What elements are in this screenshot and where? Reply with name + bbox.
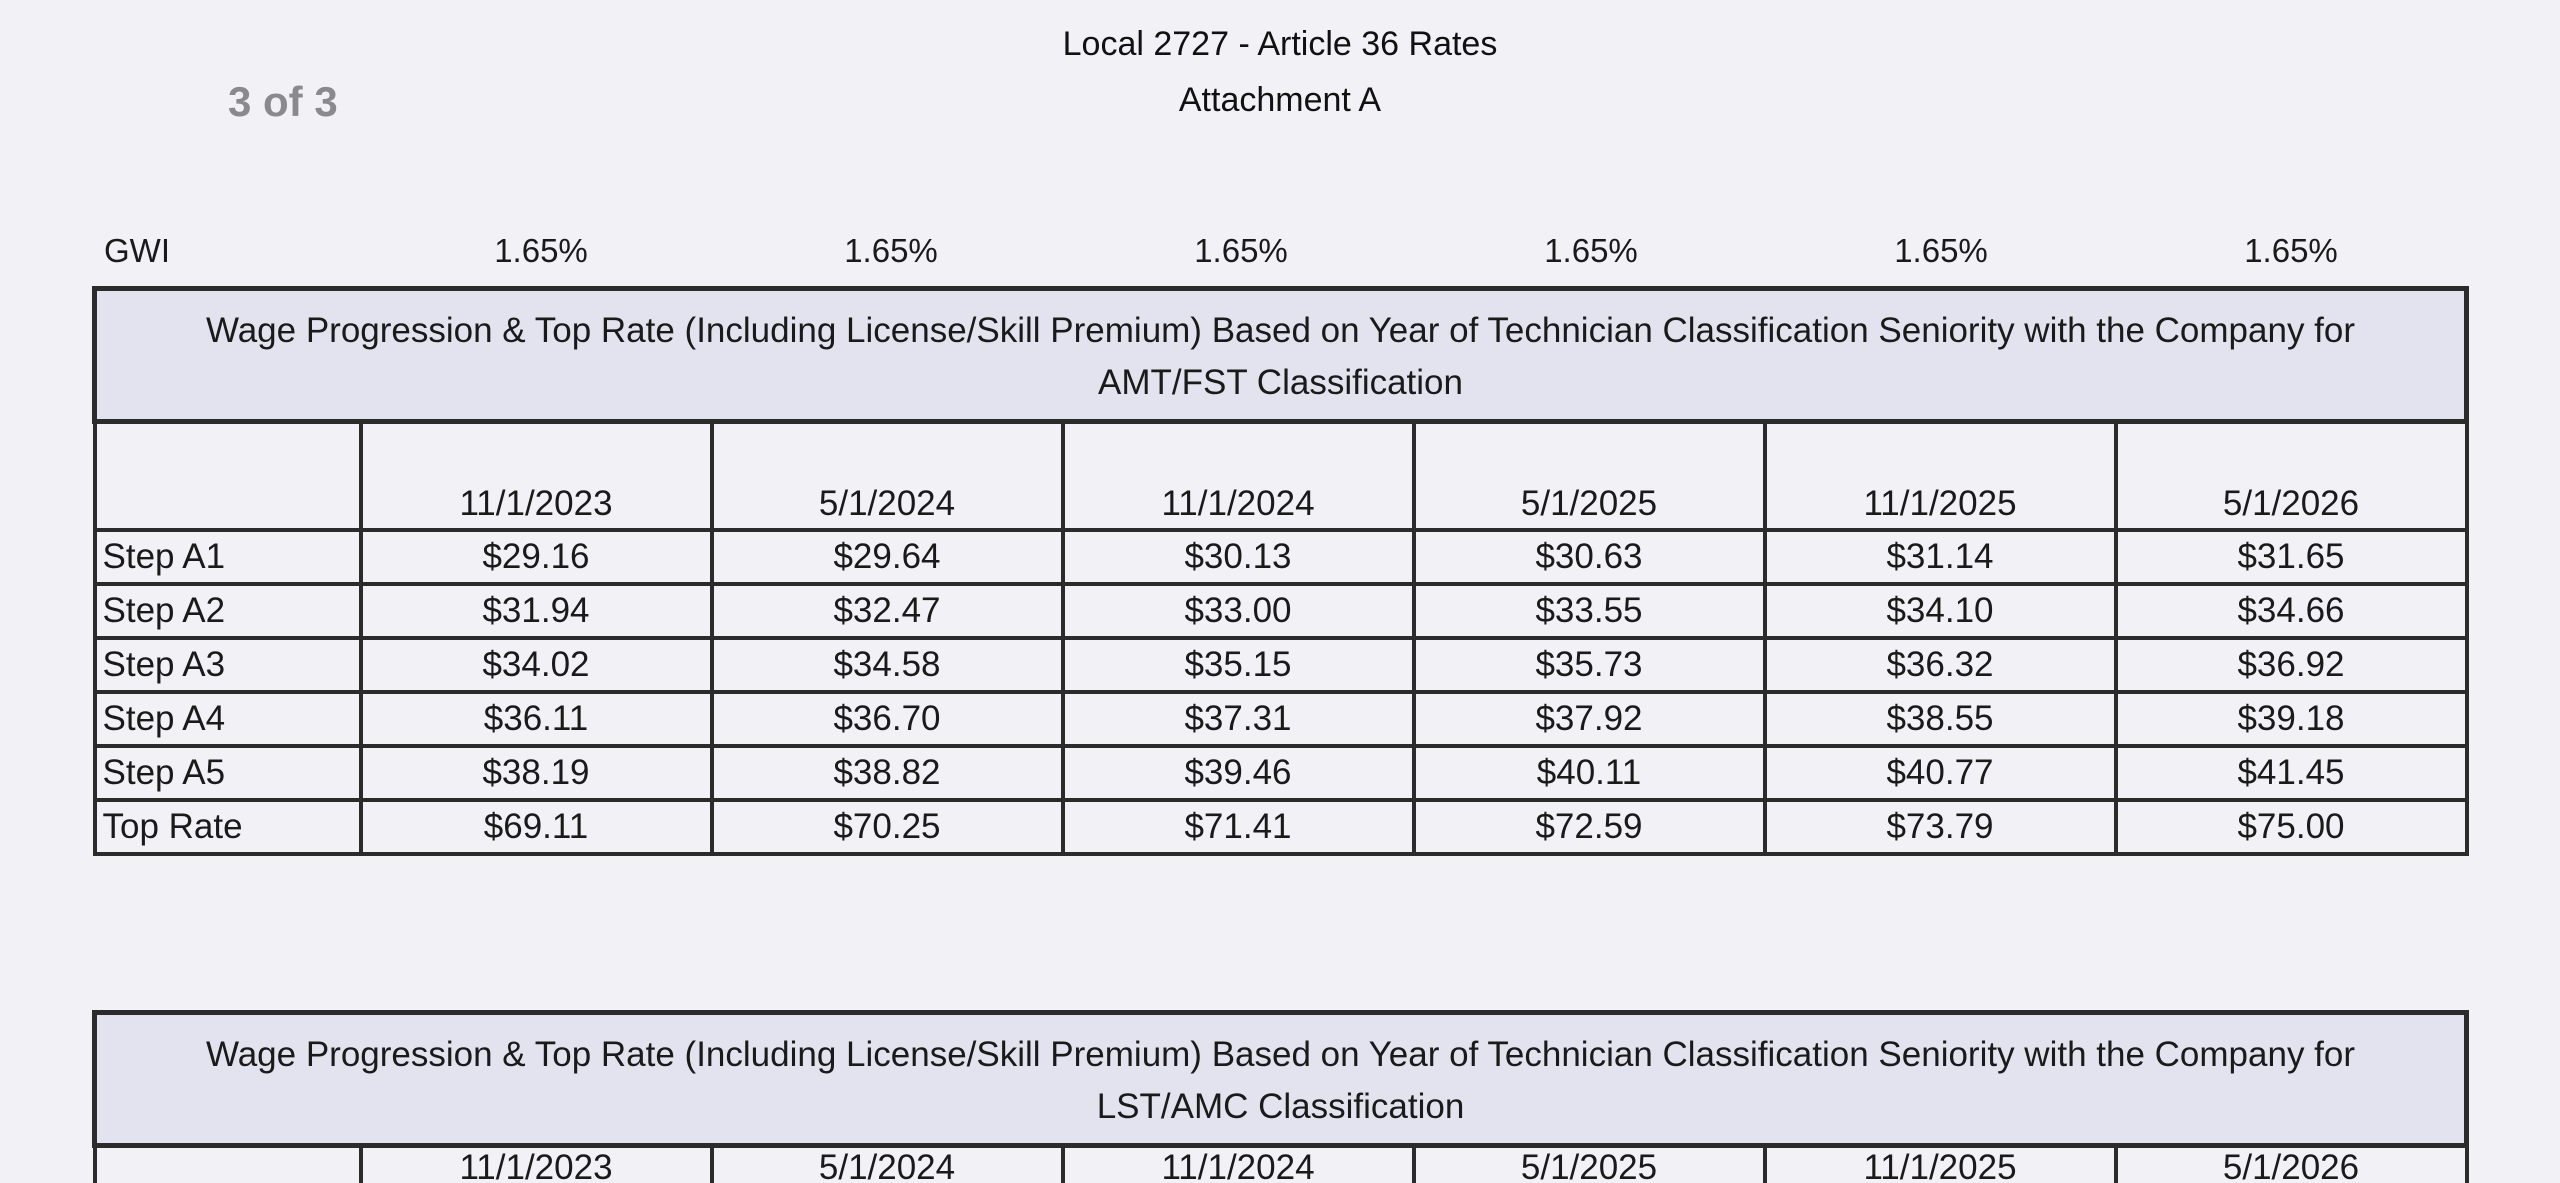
row-label: Step A4 — [95, 692, 361, 746]
rate-cell: $33.00 — [1063, 584, 1414, 638]
caption-line: LST/AMC Classification — [1096, 1087, 1465, 1126]
rate-cell: $69.11 — [361, 800, 712, 854]
header-date: 11/1/2023 — [361, 422, 712, 531]
gwi-value: 1.65% — [1194, 232, 1288, 269]
header-date: 5/1/2024 — [712, 422, 1063, 531]
rate-cell: $71.41 — [1063, 800, 1414, 854]
rate-cell: $40.77 — [1765, 746, 2116, 800]
rate-cell: $39.46 — [1063, 746, 1414, 800]
rate-cell: $36.11 — [361, 692, 712, 746]
header-date: 11/1/2024 — [1063, 422, 1414, 531]
rate-cell: $73.79 — [1765, 800, 2116, 854]
row-label: Top Rate — [95, 800, 361, 854]
rate-cell: $70.25 — [712, 800, 1063, 854]
table-caption — [95, 1013, 2467, 1146]
rate-cell: $34.58 — [712, 638, 1063, 692]
table-header-row — [95, 422, 2467, 531]
caption-line: Wage Progression & Top Rate (Including License/Skill Premium) Based on Year of Technician Classification Seniority with the Company for — [205, 311, 2356, 350]
rate-cell: $30.13 — [1063, 530, 1414, 584]
header-date: 11/1/2025 — [1765, 1146, 2116, 1183]
caption-line: Wage Progression & Top Rate (Including License/Skill Premium) Based on Year of Technician Classification Seniority with the Company for — [205, 1035, 2356, 1074]
header-date: 5/1/2025 — [1414, 1146, 1765, 1183]
rate-cell: $41.45 — [2116, 746, 2467, 800]
gwi-value: 1.65% — [844, 232, 938, 269]
table-row — [95, 692, 2467, 746]
gwi-value: 1.65% — [1544, 232, 1638, 269]
amt-fst-wage-table — [92, 286, 2469, 856]
rate-cell: $34.02 — [361, 638, 712, 692]
rate-cell: $38.55 — [1765, 692, 2116, 746]
gwi-value: 1.65% — [2244, 232, 2338, 269]
document-subtitle: Attachment A — [1178, 81, 1382, 119]
table-row — [95, 584, 2467, 638]
row-label: Step A1 — [95, 530, 361, 584]
row-label: Step A3 — [95, 638, 361, 692]
gwi-label: GWI — [104, 232, 170, 269]
rate-cell: $34.10 — [1765, 584, 2116, 638]
header-blank-cell — [95, 422, 361, 531]
table-caption — [95, 289, 2467, 422]
rate-cell: $39.18 — [2116, 692, 2467, 746]
header-date: 11/1/2023 — [361, 1146, 712, 1183]
rate-cell: $36.70 — [712, 692, 1063, 746]
caption-line: AMT/FST Classification — [1098, 363, 1463, 402]
rate-cell: $38.82 — [712, 746, 1063, 800]
rate-cell: $32.47 — [712, 584, 1063, 638]
header-blank-cell — [95, 1146, 361, 1183]
header-date: 5/1/2026 — [2116, 422, 2467, 531]
table-row — [95, 638, 2467, 692]
rate-cell: $31.94 — [361, 584, 712, 638]
table-row — [95, 530, 2467, 584]
header-date: 5/1/2025 — [1414, 422, 1765, 531]
header-date: 5/1/2026 — [2116, 1146, 2467, 1183]
rate-cell: $31.65 — [2116, 530, 2467, 584]
rate-cell: $37.92 — [1414, 692, 1765, 746]
rate-cell: $40.11 — [1414, 746, 1765, 800]
table-row — [95, 800, 2467, 854]
rate-cell: $72.59 — [1414, 800, 1765, 854]
gwi-value: 1.65% — [494, 232, 588, 269]
table-header-row — [95, 1146, 2467, 1183]
title-block — [0, 16, 2560, 128]
rate-cell: $29.16 — [361, 530, 712, 584]
gwi-value: 1.65% — [1894, 232, 1988, 269]
rate-cell: $35.15 — [1063, 638, 1414, 692]
row-label: Step A2 — [95, 584, 361, 638]
rate-cell: $38.19 — [361, 746, 712, 800]
rate-cell: $37.31 — [1063, 692, 1414, 746]
row-label: Step A5 — [95, 746, 361, 800]
header-date: 11/1/2024 — [1063, 1146, 1414, 1183]
document-title: Local 2727 - Article 36 Rates — [1062, 25, 1498, 63]
rate-cell: $36.92 — [2116, 638, 2467, 692]
rate-cell: $34.66 — [2116, 584, 2467, 638]
page-indicator: 3 of 3 — [228, 78, 338, 125]
rate-cell: $75.00 — [2116, 800, 2467, 854]
header-date: 5/1/2024 — [712, 1146, 1063, 1183]
rate-cell: $35.73 — [1414, 638, 1765, 692]
rate-cell: $29.64 — [712, 530, 1063, 584]
rate-cell: $31.14 — [1765, 530, 2116, 584]
rate-cell: $33.55 — [1414, 584, 1765, 638]
gwi-row — [100, 232, 2468, 282]
rate-cell: $36.32 — [1765, 638, 2116, 692]
rate-cell: $30.63 — [1414, 530, 1765, 584]
lst-amc-wage-table — [92, 1010, 2469, 1183]
table-row — [95, 746, 2467, 800]
header-date: 11/1/2025 — [1765, 422, 2116, 531]
